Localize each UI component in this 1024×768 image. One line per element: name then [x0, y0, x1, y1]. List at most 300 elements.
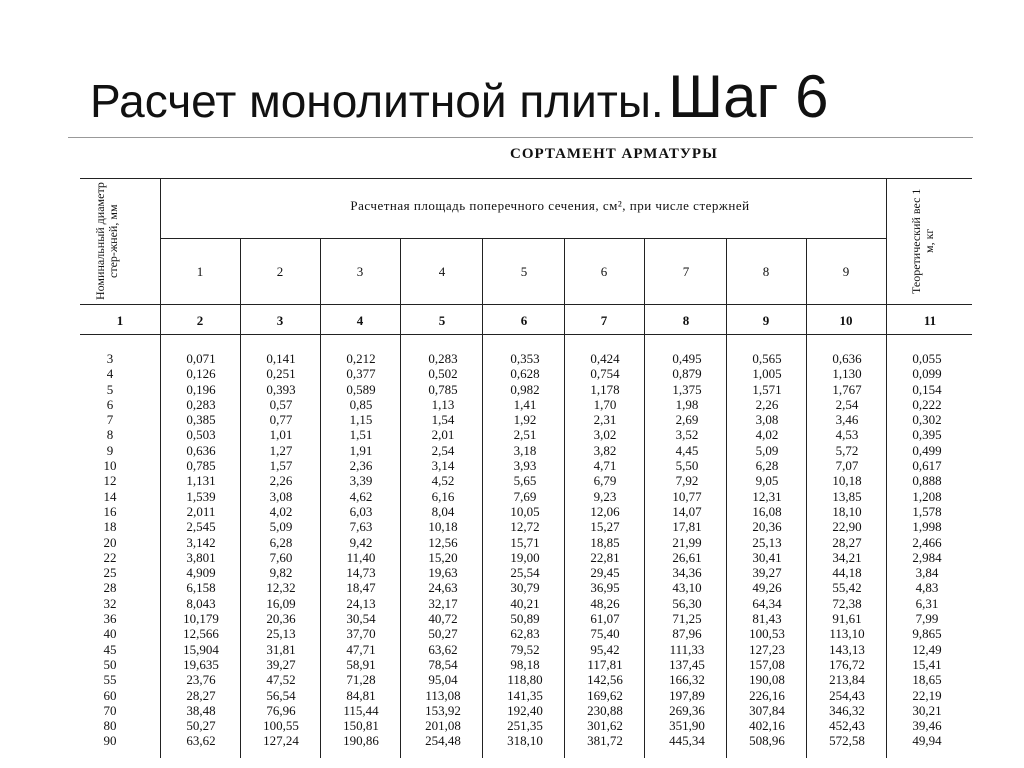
table-cell: 115,44	[343, 702, 379, 718]
table-cell: 6,158	[186, 580, 216, 596]
table-cell: 47,71	[346, 641, 376, 657]
table-cell: 6,28	[269, 534, 293, 550]
table-cell: 3,93	[513, 458, 537, 474]
col-divider	[400, 238, 401, 758]
table-cell: 6,28	[755, 458, 779, 474]
table-cell: 39,27	[266, 656, 296, 672]
table-cell: 0,212	[346, 351, 376, 366]
diameter-cell: 14	[103, 488, 117, 504]
table-cell: 10,18	[428, 519, 458, 535]
table-cell: 48,26	[590, 595, 620, 611]
table-cell: 3,82	[593, 442, 617, 458]
table-cell: 197,89	[669, 687, 705, 703]
table-cell: 118,80	[507, 672, 543, 688]
table-cell: 3,52	[675, 427, 699, 443]
slide-title-main: Расчет монолитной плиты.	[90, 75, 664, 127]
table-cell: 2,51	[513, 427, 537, 443]
table-cell: 36,95	[590, 580, 620, 596]
table-cell: 1,131	[186, 473, 216, 489]
table-cell: 16,09	[266, 595, 296, 611]
table-cell: 0,353	[510, 351, 540, 366]
table-cell: 452,43	[829, 718, 865, 734]
table-cell: 1,767	[832, 381, 862, 397]
table-cell: 2,466	[912, 534, 942, 550]
table-cell: 0,636	[186, 442, 216, 458]
table-cell: 4,02	[269, 503, 293, 519]
col-divider	[886, 178, 887, 758]
diameter-cell: 22	[103, 549, 117, 565]
column-number: 8	[682, 313, 690, 328]
count-label: 9	[842, 264, 850, 279]
table-cell: 95,42	[590, 641, 620, 657]
table-cell: 12,566	[183, 626, 219, 642]
table-cell: 3,84	[915, 565, 939, 581]
table-cell: 75,40	[590, 626, 620, 642]
table-cell: 20,36	[266, 611, 296, 627]
diameter-cell: 18	[103, 519, 117, 535]
area-column-1	[166, 351, 236, 749]
column-numbers-bottom-rule	[80, 334, 972, 335]
table-cell: 11,40	[346, 549, 376, 565]
table-cell: 5,09	[755, 442, 779, 458]
table-cell: 26,61	[672, 549, 702, 565]
table-cell: 87,96	[672, 626, 702, 642]
diameter-cell: 20	[103, 534, 117, 550]
table-cell: 269,36	[669, 702, 705, 718]
table-cell: 0,495	[672, 351, 702, 366]
table-cell: 63,62	[186, 733, 216, 749]
table-cell: 4,45	[675, 442, 699, 458]
table-cell: 127,24	[263, 733, 299, 749]
table-cell: 111,33	[669, 641, 705, 657]
area-column-2	[246, 351, 316, 749]
table-cell: 3,14	[431, 458, 455, 474]
table-cell: 213,84	[829, 672, 865, 688]
table-cell: 2,984	[912, 549, 942, 565]
table-cell: 0,785	[428, 381, 458, 397]
table-cell: 4,02	[755, 427, 779, 443]
diameter-cell: 70	[103, 702, 117, 718]
count-label: 6	[600, 264, 608, 279]
table-cell: 4,62	[349, 488, 373, 504]
diameter-cell: 60	[103, 687, 117, 703]
weight-header: Теоретический вес 1 м, кг	[909, 188, 936, 294]
table-cell: 58,91	[346, 656, 376, 672]
table-cell: 18,65	[912, 672, 942, 688]
table-cell: 21,99	[672, 534, 702, 550]
table-cell: 0,785	[186, 458, 216, 474]
diameter-column	[90, 351, 130, 749]
table-cell: 15,71	[510, 534, 540, 550]
col-divider	[644, 238, 645, 758]
table-cell: 6,03	[349, 503, 373, 519]
table-cell: 143,13	[829, 641, 865, 657]
table-cell: 1,41	[513, 396, 537, 412]
table-cell: 192,40	[507, 702, 543, 718]
table-cell: 0,503	[186, 427, 216, 443]
table-cell: 47,52	[266, 672, 296, 688]
column-number: 2	[196, 313, 204, 328]
column-number: 5	[438, 313, 446, 328]
table-cell: 0,302	[912, 412, 942, 428]
table-cell: 30,21	[912, 702, 942, 718]
table-cell: 0,395	[912, 427, 942, 443]
table-cell: 153,92	[425, 702, 461, 718]
table-cell: 1,375	[672, 381, 702, 397]
table-cell: 7,63	[349, 519, 373, 535]
table-cell: 40,72	[428, 611, 458, 627]
table-cell: 318,10	[507, 733, 543, 749]
table-cell: 0,154	[912, 381, 942, 397]
table-cell: 141,35	[507, 687, 543, 703]
table-cell: 1,13	[431, 396, 455, 412]
table-cell: 7,92	[675, 473, 699, 489]
table-cell: 12,49	[912, 641, 942, 657]
table-cell: 39,46	[912, 718, 942, 734]
table-cell: 55,42	[832, 580, 862, 596]
table-cell: 39,27	[752, 565, 782, 581]
diameter-cell: 5	[106, 381, 114, 397]
table-cell: 49,94	[912, 733, 942, 749]
table-cell: 13,85	[832, 488, 862, 504]
table-cell: 3,18	[513, 442, 537, 458]
title-divider	[68, 137, 973, 138]
table-cell: 3,08	[269, 488, 293, 504]
table-cell: 2,36	[349, 458, 373, 474]
table-cell: 7,60	[269, 549, 293, 565]
table-cell: 4,909	[186, 565, 216, 581]
table-cell: 0,565	[752, 351, 782, 366]
table-cell: 29,45	[590, 565, 620, 581]
diameter-cell: 45	[103, 641, 117, 657]
column-numbers-top-rule	[80, 304, 972, 305]
diameter-cell: 40	[103, 626, 117, 642]
column-number: 4	[356, 313, 364, 328]
diameter-cell: 32	[103, 595, 117, 611]
diameter-cell: 7	[106, 412, 114, 428]
table-cell: 1,578	[912, 503, 942, 519]
table-cell: 34,21	[832, 549, 862, 565]
table-cell: 10,18	[832, 473, 862, 489]
table-cell: 23,76	[186, 672, 216, 688]
table-cell: 251,35	[507, 718, 543, 734]
diameter-cell: 8	[106, 427, 114, 443]
table-cell: 9,42	[349, 534, 373, 550]
table-cell: 0,055	[912, 351, 942, 366]
table-cell: 0,589	[346, 381, 376, 397]
table-cell: 0,251	[266, 366, 296, 382]
table-cell: 1,178	[590, 381, 620, 397]
table-cell: 0,499	[912, 442, 942, 458]
table-cell: 18,10	[832, 503, 862, 519]
table-cell: 137,45	[669, 656, 705, 672]
table-cell: 190,08	[749, 672, 785, 688]
table-cell: 12,06	[590, 503, 620, 519]
table-cell: 166,32	[669, 672, 705, 688]
col-divider	[482, 238, 483, 758]
table-cell: 1,005	[752, 366, 782, 382]
table-cell: 3,46	[835, 412, 859, 428]
column-number: 11	[923, 313, 937, 328]
table-cell: 2,01	[431, 427, 455, 443]
area-column-5	[490, 351, 560, 749]
table-cell: 0,754	[590, 366, 620, 382]
table-cell: 9,23	[593, 488, 617, 504]
table-cell: 0,126	[186, 366, 216, 382]
table-cell: 40,21	[510, 595, 540, 611]
table-cell: 30,41	[752, 549, 782, 565]
table-cell: 5,50	[675, 458, 699, 474]
table-cell: 402,16	[749, 718, 785, 734]
table-cell: 169,62	[587, 687, 623, 703]
table-cell: 24,63	[428, 580, 458, 596]
table-cell: 19,00	[510, 549, 540, 565]
table-cell: 63,62	[428, 641, 458, 657]
table-cell: 0,502	[428, 366, 458, 382]
table-cell: 30,54	[346, 611, 376, 627]
slide-title-step: Шаг 6	[668, 63, 829, 130]
table-cell: 34,36	[672, 565, 702, 581]
diameter-cell: 6	[106, 396, 114, 412]
table-cell: 0,628	[510, 366, 540, 382]
table-cell: 12,56	[428, 534, 458, 550]
table-cell: 81,43	[752, 611, 782, 627]
table-cell: 18,47	[346, 580, 376, 596]
table-cell: 1,15	[349, 412, 373, 428]
table-cell: 150,81	[343, 718, 379, 734]
diameter-cell: 55	[103, 672, 117, 688]
table-cell: 6,79	[593, 473, 617, 489]
column-number: 3	[276, 313, 284, 328]
table-cell: 7,07	[835, 458, 859, 474]
table-cell: 0,393	[266, 381, 296, 397]
table-cell: 3,39	[349, 473, 373, 489]
table-cell: 79,52	[510, 641, 540, 657]
table-cell: 8,04	[431, 503, 455, 519]
table-cell: 307,84	[749, 702, 785, 718]
table-cell: 0,222	[912, 396, 942, 412]
table-cell: 8,043	[186, 595, 216, 611]
table-cell: 37,70	[346, 626, 376, 642]
table-cell: 0,982	[510, 381, 540, 397]
table-cell: 72,38	[832, 595, 862, 611]
table-cell: 301,62	[587, 718, 623, 734]
table-cell: 230,88	[587, 702, 623, 718]
table-cell: 15,41	[912, 656, 942, 672]
table-cell: 113,10	[829, 626, 865, 642]
table-cell: 50,89	[510, 611, 540, 627]
table-cell: 12,72	[510, 519, 540, 535]
table-cell: 1,571	[752, 381, 782, 397]
table-cell: 5,65	[513, 473, 537, 489]
table-cell: 9,05	[755, 473, 779, 489]
diameter-cell: 36	[103, 611, 117, 627]
table-cell: 44,18	[832, 565, 862, 581]
table-cell: 2,545	[186, 519, 216, 535]
count-label: 1	[196, 264, 204, 279]
table-cell: 10,179	[183, 611, 219, 627]
table-cell: 3,08	[755, 412, 779, 428]
table-cell: 22,81	[590, 549, 620, 565]
table-cell: 9,865	[912, 626, 942, 642]
table-cell: 4,53	[835, 427, 859, 443]
area-column-7	[652, 351, 722, 749]
table-cell: 2,26	[269, 473, 293, 489]
table-cell: 157,08	[749, 656, 785, 672]
table-cell: 1,57	[269, 458, 293, 474]
table-cell: 254,43	[829, 687, 865, 703]
table-cell: 91,61	[832, 611, 862, 627]
table-cell: 445,34	[669, 733, 705, 749]
table-cell: 61,07	[590, 611, 620, 627]
table-cell: 1,208	[912, 488, 942, 504]
table-cell: 6,16	[431, 488, 455, 504]
table-cell: 6,31	[915, 595, 939, 611]
table-cell: 25,54	[510, 565, 540, 581]
diameter-cell: 12	[103, 473, 117, 489]
table-cell: 1,98	[675, 396, 699, 412]
table-cell: 38,48	[186, 702, 216, 718]
table-cell: 19,63	[428, 565, 458, 581]
table-cell: 18,85	[590, 534, 620, 550]
count-label: 5	[520, 264, 528, 279]
table-cell: 1,539	[186, 488, 216, 504]
column-number: 9	[762, 313, 770, 328]
table-top-rule	[80, 178, 972, 179]
table-cell: 5,72	[835, 442, 859, 458]
diameter-header: Номинальный диаметр стер-жней, мм	[93, 182, 120, 300]
diameter-cell: 4	[106, 366, 114, 382]
table-cell: 20,36	[752, 519, 782, 535]
table-cell: 127,23	[749, 641, 785, 657]
table-cell: 12,32	[266, 580, 296, 596]
diameter-cell: 10	[103, 458, 117, 474]
column-number: 7	[600, 313, 608, 328]
table-cell: 71,28	[346, 672, 376, 688]
table-cell: 62,83	[510, 626, 540, 642]
table-cell: 14,73	[346, 565, 376, 581]
count-label: 3	[356, 264, 364, 279]
table-cell: 0,283	[428, 351, 458, 366]
table-cell: 1,91	[349, 442, 373, 458]
table-cell: 31,81	[266, 641, 296, 657]
diameter-cell: 9	[106, 442, 114, 458]
table-cell: 3,801	[186, 549, 216, 565]
column-number: 6	[520, 313, 528, 328]
slide-title	[90, 62, 828, 142]
table-cell: 100,53	[749, 626, 785, 642]
table-title: СОРТАМЕНТ АРМАТУРЫ	[510, 146, 718, 162]
table-cell: 15,20	[428, 549, 458, 565]
area-column-8	[732, 351, 802, 749]
table-cell: 1,92	[513, 412, 537, 428]
table-cell: 7,99	[915, 611, 939, 627]
table-cell: 100,55	[263, 718, 299, 734]
table-cell: 113,08	[425, 687, 461, 703]
table-cell: 98,18	[510, 656, 540, 672]
diameter-cell: 28	[103, 580, 117, 596]
table-cell: 117,81	[587, 656, 623, 672]
table-cell: 25,13	[752, 534, 782, 550]
table-cell: 2,54	[431, 442, 455, 458]
table-cell: 84,81	[346, 687, 376, 703]
table-cell: 43,10	[672, 580, 702, 596]
diameter-cell: 80	[103, 718, 117, 734]
table-cell: 0,617	[912, 458, 942, 474]
table-cell: 142,56	[587, 672, 623, 688]
table-cell: 0,377	[346, 366, 376, 382]
table-cell: 76,96	[266, 702, 296, 718]
table-cell: 64,34	[752, 595, 782, 611]
table-cell: 50,27	[186, 718, 216, 734]
table-cell: 14,07	[672, 503, 702, 519]
table-cell: 0,57	[269, 396, 293, 412]
table-cell: 50,27	[428, 626, 458, 642]
area-column-4	[408, 351, 478, 749]
table-cell: 32,17	[428, 595, 458, 611]
table-cell: 1,130	[832, 366, 862, 382]
table-cell: 4,71	[593, 458, 617, 474]
area-column-6	[570, 351, 640, 749]
table-cell: 351,90	[669, 718, 705, 734]
diameter-cell: 25	[103, 565, 117, 581]
area-column-3	[326, 351, 396, 749]
table-cell: 346,32	[829, 702, 865, 718]
table-cell: 3,02	[593, 427, 617, 443]
table-cell: 22,19	[912, 687, 942, 703]
table-cell: 0,879	[672, 366, 702, 382]
area-column-9	[812, 351, 882, 749]
table-cell: 0,141	[266, 351, 296, 366]
table-cell: 5,09	[269, 519, 293, 535]
table-cell: 0,636	[832, 351, 862, 366]
table-cell: 2,54	[835, 396, 859, 412]
table-cell: 1,998	[912, 519, 942, 535]
table-cell: 2,011	[186, 503, 216, 519]
table-cell: 19,635	[183, 656, 219, 672]
table-cell: 4,52	[431, 473, 455, 489]
table-cell: 1,70	[593, 396, 617, 412]
table-cell: 30,79	[510, 580, 540, 596]
table-cell: 25,13	[266, 626, 296, 642]
table-cell: 0,071	[186, 351, 216, 366]
table-cell: 508,96	[749, 733, 785, 749]
table-cell: 0,85	[349, 396, 373, 412]
table-cell: 56,30	[672, 595, 702, 611]
table-cell: 201,08	[425, 718, 461, 734]
table-cell: 0,099	[912, 366, 942, 382]
table-cell: 71,25	[672, 611, 702, 627]
table-cell: 78,54	[428, 656, 458, 672]
rebar-table	[80, 146, 972, 758]
table-cell: 0,196	[186, 381, 216, 397]
table-cell: 2,31	[593, 412, 617, 428]
table-cell: 0,888	[912, 473, 942, 489]
table-cell: 1,51	[349, 427, 373, 443]
table-cell: 2,69	[675, 412, 699, 428]
table-cell: 0,385	[186, 412, 216, 428]
span-header-rule	[160, 238, 886, 239]
table-cell: 56,54	[266, 687, 296, 703]
table-cell: 190,86	[343, 733, 379, 749]
table-cell: 254,48	[425, 733, 461, 749]
table-cell: 95,04	[428, 672, 458, 688]
table-cell: 22,90	[832, 519, 862, 535]
count-label: 8	[762, 264, 770, 279]
table-cell: 9,82	[269, 565, 293, 581]
table-cell: 12,31	[752, 488, 782, 504]
table-cell: 0,283	[186, 396, 216, 412]
